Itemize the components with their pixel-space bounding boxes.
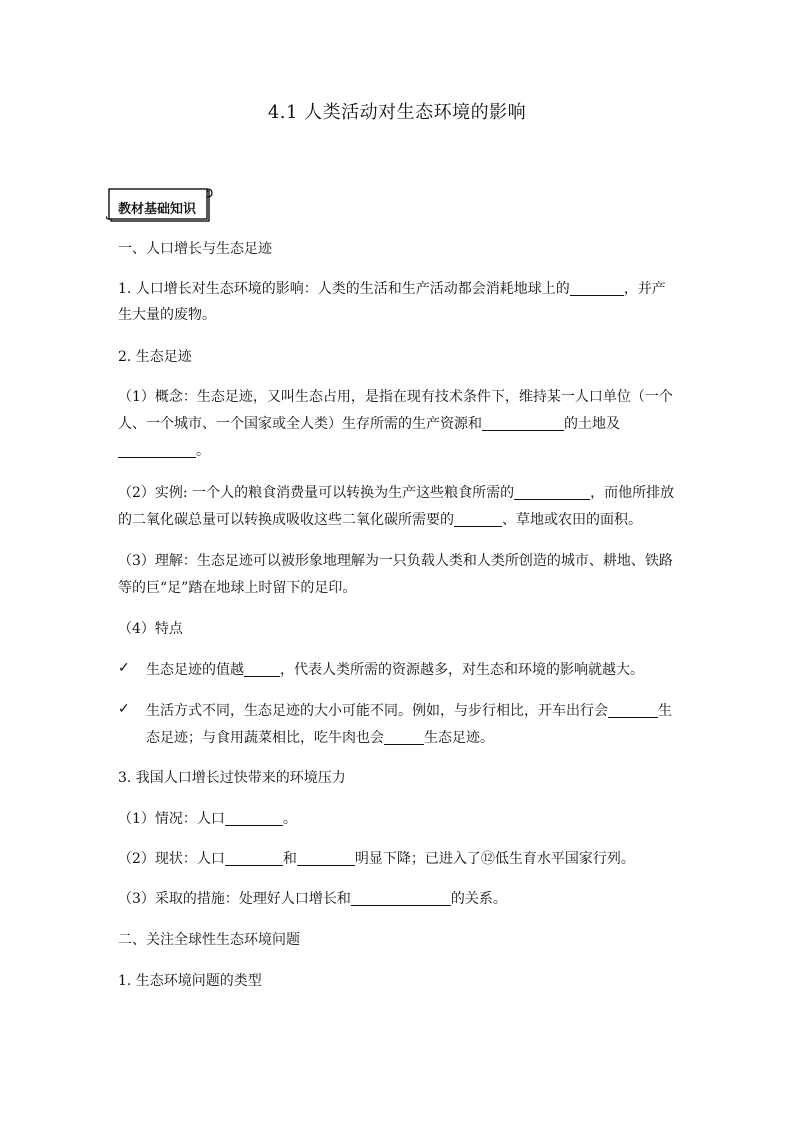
- fill-blank[interactable]: [482, 415, 564, 431]
- paragraph-line: （1）概念：生态足迹，又叫生态占用，是指在现有技术条件下，维持某一人口单位（一个: [118, 389, 673, 405]
- paragraph-line: 1. 生态环境问题的类型: [118, 973, 262, 989]
- paragraph-line: （2）现状：人口 和 明显下降；已进入了⑫低生育水平国家行列。: [118, 851, 635, 867]
- check-icon: ✓: [118, 701, 130, 717]
- paragraph-line: 等的巨“足”踏在地球上时留下的足印。: [118, 580, 357, 596]
- paragraph-line: 1. 人口增长对生态环境的影响：人类的生活和生产活动都会消耗地球上的 ，并产: [118, 281, 666, 297]
- paragraph-line: 2. 生态足迹: [118, 349, 192, 365]
- paragraph-line: 人、一个城市、一个国家或全人类）生存所需的生产资源和 的土地及: [118, 416, 620, 432]
- section-badge: [106, 186, 212, 222]
- section-heading-2: 二、关注全球性生态环境问题: [118, 932, 300, 948]
- fill-blank[interactable]: [570, 280, 624, 296]
- check-icon: ✓: [118, 660, 130, 676]
- fill-blank[interactable]: [384, 729, 424, 745]
- paragraph-line: 。: [118, 441, 678, 461]
- page-title: 4.1 人类活动对生态环境的影响: [267, 102, 527, 123]
- section-badge-label: 教材基础知识: [118, 202, 197, 217]
- paragraph-line: （4）特点: [118, 621, 183, 637]
- fill-blank[interactable]: [454, 511, 502, 527]
- section-heading-1: 一、人口增长与生态足迹: [118, 241, 272, 257]
- fill-blank[interactable]: [514, 484, 590, 500]
- paragraph-line: 生活方式不同，生态足迹的大小可能不同。例如，与步行相比，开车出行会 生: [146, 703, 672, 719]
- paragraph-line: 生大量的废物。: [118, 307, 216, 323]
- paragraph-line: （3）理解：生态足迹可以被形象地理解为一只负载人类和人类所创造的城市、耕地、铁路: [118, 553, 673, 569]
- fill-blank[interactable]: [225, 810, 283, 826]
- fill-blank[interactable]: [351, 890, 451, 906]
- paragraph-line: 态足迹；与食用蔬菜相比，吃牛肉也会 生态足迹。: [146, 730, 494, 746]
- paragraph-line: 3. 我国人口增长过快带来的环境压力: [118, 770, 346, 786]
- paragraph-line: 的二氧化碳总量可以转换成吸收这些二氧化碳所需要的 、草地或农田的面积。: [118, 512, 642, 528]
- fill-blank[interactable]: [244, 661, 280, 677]
- fill-blank[interactable]: [608, 702, 658, 718]
- paragraph-line: 生态足迹的值越 ，代表人类所需的资源越多，对生态和环境的影响就越大。: [146, 662, 644, 678]
- paragraph-line: （1）情况：人口 。: [118, 811, 297, 827]
- paragraph-line: （2）实例: 一个人的粮食消费量可以转换为生产这些粮食所需的 ，而他所排放: [118, 485, 675, 501]
- paragraph-line: （3）采取的措施：处理好人口增长和 的关系。: [118, 891, 507, 907]
- fill-blank[interactable]: [118, 442, 196, 458]
- fill-blank[interactable]: [297, 850, 355, 866]
- fill-blank[interactable]: [225, 850, 283, 866]
